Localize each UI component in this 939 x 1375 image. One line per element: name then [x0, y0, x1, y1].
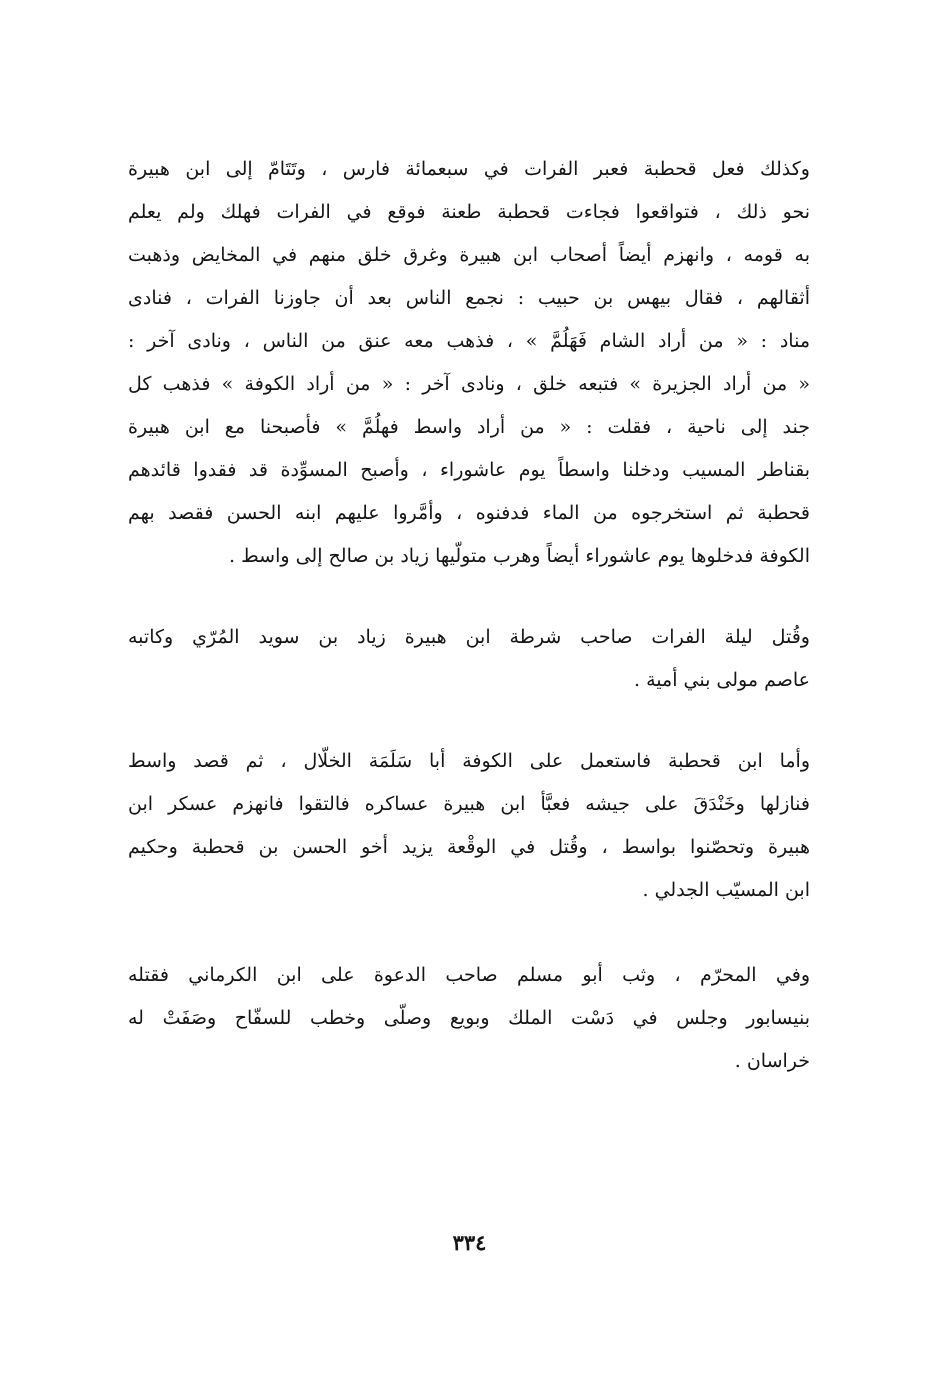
text-line: هبيرة وتحصّنوا بواسط ، وقُتل في الوقْعة يزيد أخو الحسن بن قحطبة وحكيم: [128, 836, 810, 858]
text-line: بنيسابور وجلس في دَسْت الملك وبويع وصلّى وخطب للسفّاح وصَفَتْ له: [128, 1007, 810, 1029]
text-line: جند إلى ناحية ، فقلت : « من أراد واسط فهلُمَّ » فأصبحنا مع ابن هبيرة: [128, 416, 810, 438]
text-line: أثقالهم ، فقال بيهس بن حبيب : نجمع الناس بعد أن جاوزنا الفرات ، فنادى: [128, 287, 810, 309]
text-line: به قومه ، وانهزم أيضاً أصحاب ابن هبيرة وغرق خلق منهم في المخايض وذهبت: [128, 244, 810, 266]
text-line: قحطبة ثم استخرجوه من الماء فدفنوه ، وأمَّروا عليهم ابنه الحسن فقصد بهم: [128, 502, 810, 524]
paragraph-2: [128, 616, 810, 702]
text-line: وأما ابن قحطبة فاستعمل على الكوفة أبا سَلَمَة الخلّال ، ثم قصد واسط: [128, 750, 810, 772]
paragraph-1: [128, 148, 810, 578]
text-line: مناد : « من أراد الشام فَهَلُمَّ » ، فذهب معه عنق من الناس ، ونادى آخر :: [128, 330, 810, 352]
paragraph-4: [128, 954, 810, 1083]
text-line: وفي المحرّم ، وثب أبو مسلم صاحب الدعوة على ابن الكرماني فقتله: [128, 964, 810, 986]
text-line: وكذلك فعل قحطبة فعبر الفرات في سبعمائة فارس ، وتَتَامّ إلى ابن هبيرة: [128, 158, 810, 180]
text-line: الكوفة فدخلوها يوم عاشوراء أيضاً وهرب متولّيها زياد بن صالح إلى واسط .: [229, 545, 810, 567]
page-number: ٣٣٤: [452, 1230, 487, 1255]
text-line: فنازلها وخَنْدَقَ على جيشه فعبَّأ ابن هبيرة عساكره فالتقوا فانهزم عسكر ابن: [128, 793, 810, 815]
paragraph-3: [128, 740, 810, 912]
text-line: وقُتل ليلة الفرات صاحب شرطة ابن هبيرة زياد بن سويد المُرّي وكاتبه: [128, 626, 810, 648]
text-line: ابن المسيّب الجدلي .: [642, 879, 810, 901]
text-line: بقناطر المسيب ودخلنا واسطاً يوم عاشوراء ، وأصبح المسوِّدة قد فقدوا قائدهم: [128, 459, 810, 481]
text-line: « من أراد الجزيرة » فتبعه خلق ، ونادى آخر : « من أراد الكوفة » فذهب كل: [128, 373, 810, 395]
text-line: نحو ذلك ، فتواقعوا فجاءت قحطبة طعنة فوقع في الفرات فهلك ولم يعلم: [128, 201, 810, 223]
text-line: خراسان .: [734, 1050, 810, 1072]
text-line: عاصم مولى بني أمية .: [634, 669, 810, 691]
